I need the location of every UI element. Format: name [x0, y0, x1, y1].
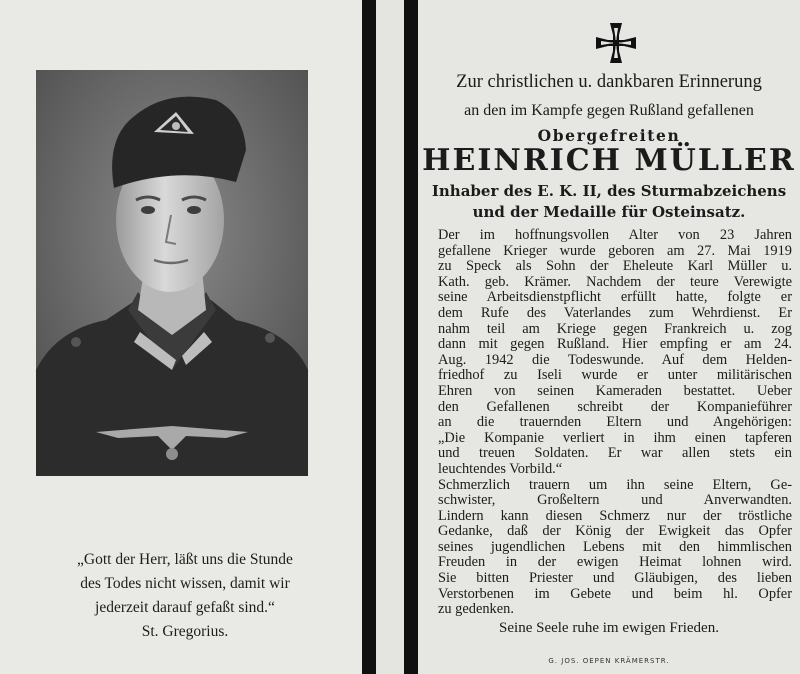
text-line: Aug. 1942 die Todeswunde. Auf dem Helden- — [438, 351, 792, 368]
text-line: dem Rufe des Vaterlandes zum Wehrdienst. Er — [438, 304, 792, 321]
text-line: Kath. geb. Krämer. Nachdem der teure Verewigte — [438, 273, 792, 290]
text-line: Ehren von seinen Kameraden bestattet. Ueber — [438, 382, 792, 399]
text-line: zu Speck als Sohn der Eheleute Karl Müller u. — [438, 258, 792, 275]
rank-title: Obergefreiten — [537, 126, 681, 145]
text-line: „Die Kompanie verliert in ihm einen tapferen — [438, 429, 792, 446]
biography-text — [438, 228, 792, 618]
text-line: Verstorbenen im Gebete und beim hl. Opfer — [438, 585, 792, 602]
text-line: leuchtendes Vorbild.“ — [438, 460, 563, 477]
text-line: Der im hoffnungsvollen Alter von 23 Jahren — [438, 227, 792, 243]
text-line: seines jugendlichen Lebens mit den himmlischen — [438, 538, 792, 555]
text-line: Schmerzlich trauern um ihn seine Eltern, Ge- — [438, 476, 792, 493]
honors-line-1: Inhaber des E. K. II, des Sturmabzeichens — [431, 182, 787, 200]
closing-blessing: Seine Seele ruhe im ewigen Frieden. — [499, 620, 719, 636]
iron-cross-icon — [596, 23, 636, 63]
text-line: zu gedenken. — [438, 601, 514, 618]
text-line: friedhof zu Iseli wurde er unter militärischen — [438, 367, 792, 384]
text-line: Gedanke, daß der König der Ewigkeit das Opfer — [438, 523, 792, 540]
honors-line-2: und der Medaille für Osteinsatz. — [472, 203, 746, 221]
quote-line: des Todes nicht wissen, damit wir — [80, 575, 290, 592]
text-line: schwister, Großeltern und Anverwandten. — [438, 492, 792, 509]
text-line: den Gefallenen schreibt der Kompanieführer — [438, 398, 792, 415]
soldier-portrait-illustration — [36, 70, 308, 476]
text-line: Freuden in der ewigen Heimat lohnen wird. — [438, 554, 792, 571]
dedication-line-2: an den im Kampfe gegen Rußland gefallenen — [464, 102, 754, 119]
text-line: seine Arbeitsdienstpflicht erfüllt hatte, folgte er — [438, 289, 792, 306]
text-line: gefallene Krieger wurde geboren am 27. Mai 1919 — [438, 242, 792, 259]
quote-block — [36, 548, 334, 644]
text-line: dann mit gegen Rußland. Hier empfing er am 24. — [438, 336, 792, 353]
quote-line: „Gott der Herr, läßt uns die Stunde — [77, 551, 293, 568]
right-panel — [418, 0, 800, 674]
printer-imprint: G. JOS. OEPEN KRÄMERSTR. — [548, 657, 670, 665]
quote-attribution: St. Gregorius. — [141, 623, 229, 640]
mourning-border-right — [404, 0, 418, 674]
dedication-line-1: Zur christlichen u. dankbaren Erinnerung — [456, 72, 762, 92]
soldier-portrait-photo — [36, 70, 308, 476]
text-line: und treuen Soldaten. Er war allen stets ein — [438, 445, 792, 462]
text-line: Lindern kann diesen Schmerz nur der tröstliche — [438, 507, 792, 524]
text-line: Sie bitten Priester und Gläubigen, des lieben — [438, 570, 792, 587]
text-line: nahm teil am Kriege gegen Frankreich u. zog — [438, 320, 792, 337]
left-panel — [0, 0, 362, 674]
text-line: an die trauernden Eltern und Angehörigen: — [438, 414, 792, 431]
quote-line: jederzeit darauf gefaßt sind.“ — [95, 599, 275, 616]
mourning-border-left — [362, 0, 376, 674]
deceased-name: HEINRICH MÜLLER — [422, 143, 796, 178]
